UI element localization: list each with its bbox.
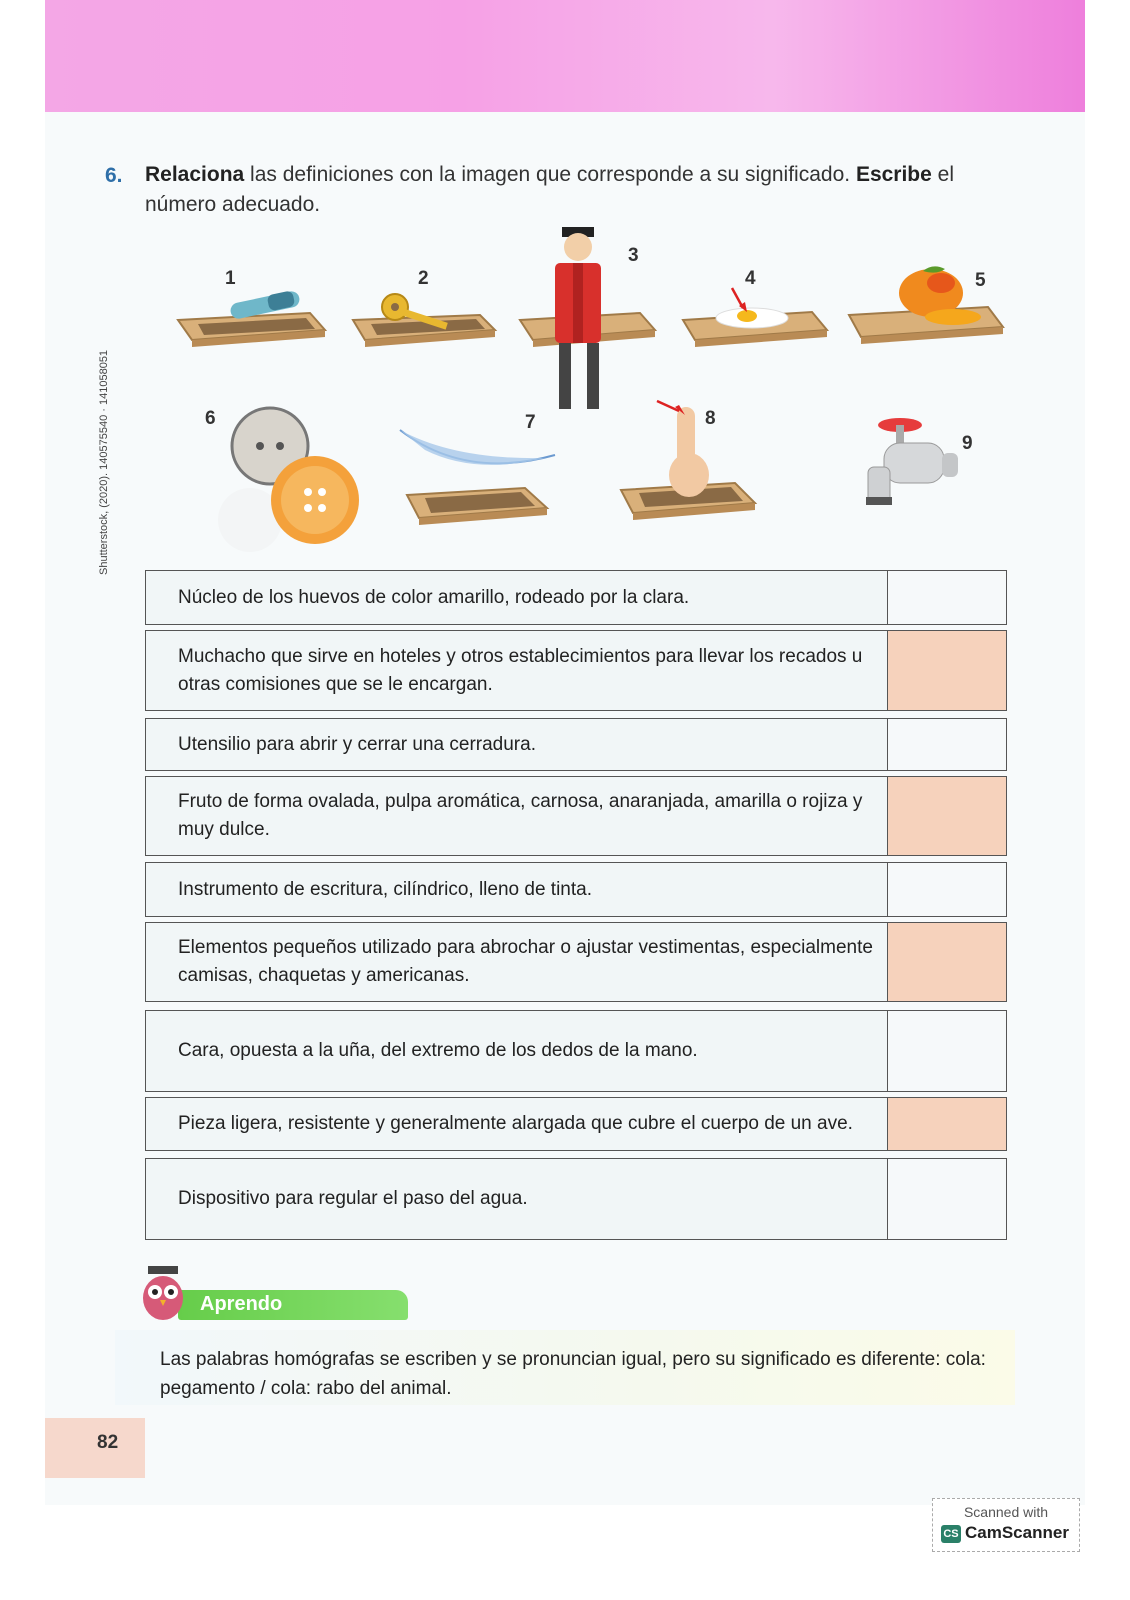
definition-row: [145, 1097, 1007, 1151]
page-number: 82: [97, 1432, 119, 1453]
aprendo-text: Las palabras homógrafas se escriben y se pronuncian igual, pero su significado es diferente: cola: pegamento / cola: rabo del animal.: [160, 1349, 986, 1399]
image-label-2: 2: [418, 268, 429, 289]
instruction-bold-1: Relaciona: [145, 163, 245, 186]
owl-icon: [138, 1264, 190, 1322]
buttons-image: [205, 400, 365, 555]
pen-image: [170, 285, 330, 355]
page-number-tab: [45, 1418, 145, 1478]
instruction-text-2: el número adecuado.: [145, 163, 955, 216]
exercise-instructions: [145, 160, 1015, 220]
image-label-7: 7: [525, 412, 536, 433]
definition-text: Muchacho que sirve en hoteles y otros establecimientos para llevar los recados u otras comisiones que se le encargan.: [178, 645, 863, 695]
answer-box[interactable]: [887, 863, 1006, 916]
image-label-9: 9: [962, 433, 973, 454]
faucet-image: [860, 405, 965, 510]
definition-row: [145, 922, 1007, 1002]
definition-row: [145, 1158, 1007, 1240]
camscanner-watermark: [932, 1498, 1080, 1552]
egg-image: [677, 280, 837, 355]
answer-box[interactable]: [887, 1011, 1006, 1091]
answer-box[interactable]: [887, 719, 1006, 770]
definition-text: Instrumento de escritura, cilíndrico, lleno de tinta.: [178, 878, 592, 900]
watermark-caption: Scanned with: [963, 1504, 1049, 1520]
answer-box[interactable]: [887, 923, 1006, 1001]
exercise-number: 6.: [105, 164, 123, 187]
instruction-text-1: las definiciones con la imagen que corresponde a su significado.: [244, 163, 856, 186]
image-label-4: 4: [745, 268, 756, 289]
image-credit: Shutterstock, (2020). 140575540 · 141058051: [98, 349, 110, 575]
aprendo-title: Aprendo: [200, 1293, 283, 1315]
image-label-5: 5: [975, 270, 986, 291]
answer-box[interactable]: [887, 631, 1006, 710]
mango-image: [843, 265, 1013, 355]
watermark-brand: CamScanner: [965, 1523, 1069, 1542]
definition-text: Dispositivo para regular el paso del agua.: [178, 1188, 528, 1209]
image-label-8: 8: [705, 408, 716, 429]
definition-text: Cara, opuesta a la uña, del extremo de los dedos de la mano.: [178, 1040, 698, 1061]
answer-box[interactable]: [887, 571, 1006, 624]
definition-text: Elementos pequeños utilizado para abrochar o ajustar vestimentas, especialmente camisas, chaquetas y americanas.: [178, 937, 873, 986]
instruction-bold-2: Escribe: [855, 163, 932, 186]
answer-box[interactable]: [887, 777, 1006, 855]
definition-text: Utensilio para abrir y cerrar una cerradura.: [178, 733, 536, 755]
definition-row: [145, 630, 1007, 711]
top-banner: [45, 0, 1085, 112]
definition-text: Núcleo de los huevos de color amarillo, rodeado por la clara.: [178, 586, 690, 608]
definition-text: Pieza ligera, resistente y generalmente alargada que cubre el cuerpo de un ave.: [178, 1113, 853, 1134]
fingertip-image: [615, 395, 765, 520]
answer-box[interactable]: [887, 1159, 1006, 1239]
definition-row: [145, 1010, 1007, 1092]
key-image: [345, 285, 505, 355]
bellboy-image: [515, 225, 660, 415]
definition-row: [145, 718, 1007, 771]
definition-text: Fruto de forma ovalada, pulpa aromática, carnosa, anaranjada, amarilla o rojiza y muy dulce.: [178, 791, 863, 840]
camscanner-logo-icon: CS: [941, 1525, 961, 1543]
feather-image: [395, 420, 560, 525]
image-label-3: 3: [628, 245, 639, 266]
aprendo-tag: [178, 1290, 408, 1320]
image-label-1: 1: [225, 268, 236, 289]
answer-box[interactable]: [887, 1098, 1006, 1150]
definition-row: [145, 570, 1007, 625]
definition-row: [145, 776, 1007, 856]
image-label-6: 6: [205, 408, 216, 429]
definition-row: [145, 862, 1007, 917]
